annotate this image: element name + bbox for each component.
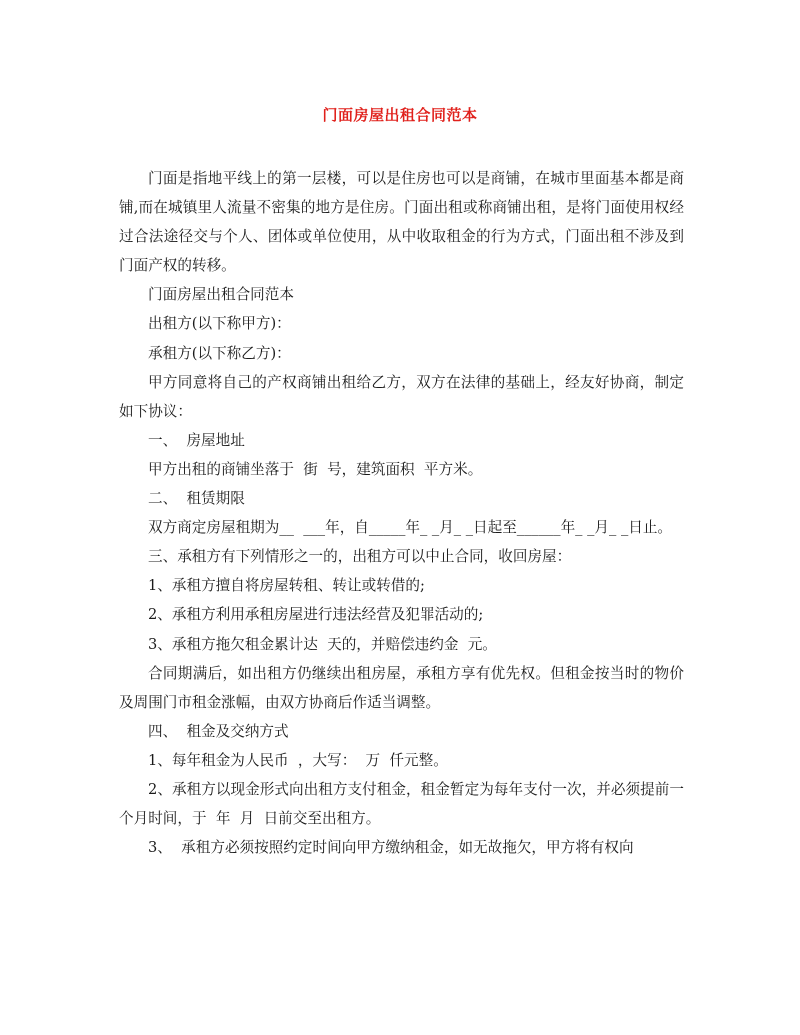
paragraph-renewal: 合同期满后，如出租方仍继续出租房屋，承租方享有优先权。但租金按当时的物价及周围门市租金涨幅，由双方协商后作适当调整。 bbox=[119, 664, 684, 711]
paragraph-intro: 门面是指地平线上的第一层楼，可以是住房也可以是商铺，在城市里面基本都是商铺,而在城镇里人流量不密集的地方是住房。门面出租或称商铺出租，是将门面使用权经过合法途径交与个人、团体或单位使用，从中收取租金的行为方式，门面出租不涉及到门面产权的转移。 bbox=[119, 170, 684, 275]
section-heading-rent: 四、 租金及交纳方式 bbox=[148, 722, 289, 740]
list-item-rent-3: 3、 承租方必须按照约定时间向甲方缴纳租金，如无故拖欠，甲方将有权向 bbox=[148, 839, 634, 857]
list-item-termination-2: 2、承租方利用承租房屋进行违法经营及犯罪活动的; bbox=[148, 606, 484, 624]
paragraph-term: 双方商定房屋租期为__ ___年，自_____年_ _月_ _日起至______年_ _月_ _日止。 bbox=[148, 519, 673, 537]
paragraph-subtitle: 门面房屋出租合同范本 bbox=[148, 286, 294, 304]
list-item-termination-3: 3、承租方拖欠租金累计达 天的，并赔偿违约金 元。 bbox=[148, 635, 497, 653]
list-item-rent-2: 2、承租方以现金形式向出租方支付租金，租金暂定为每年支付一次，并必须提前一个月时间，于 年 月 日前交至出租方。 bbox=[119, 780, 684, 828]
document-body bbox=[119, 164, 684, 862]
section-heading-term: 二、 租赁期限 bbox=[148, 490, 245, 508]
document-title: 门面房屋出租合同范本 bbox=[322, 106, 478, 124]
section-heading-address: 一、 房屋地址 bbox=[148, 431, 245, 449]
paragraph-agreement: 甲方同意将自己的产权商铺出租给乙方，双方在法律的基础上，经友好协商，制定如下协议： bbox=[119, 373, 684, 420]
list-item-termination-1: 1、承租方擅自将房屋转租、转让或转借的; bbox=[148, 577, 425, 595]
list-item-rent-1: 1、每年租金为人民币 ，大写： 万 仟元整。 bbox=[148, 751, 448, 769]
paragraph-lessor: 出租方(以下称甲方)： bbox=[148, 315, 291, 333]
section-heading-termination: 三、承租方有下列情形之一的，出租方可以中止合同，收回房屋： bbox=[148, 548, 572, 566]
paragraph-lessee: 承租方(以下称乙方)： bbox=[148, 344, 291, 362]
paragraph-address: 甲方出租的商铺坐落于 街 号，建筑面积 平方米。 bbox=[148, 460, 483, 478]
